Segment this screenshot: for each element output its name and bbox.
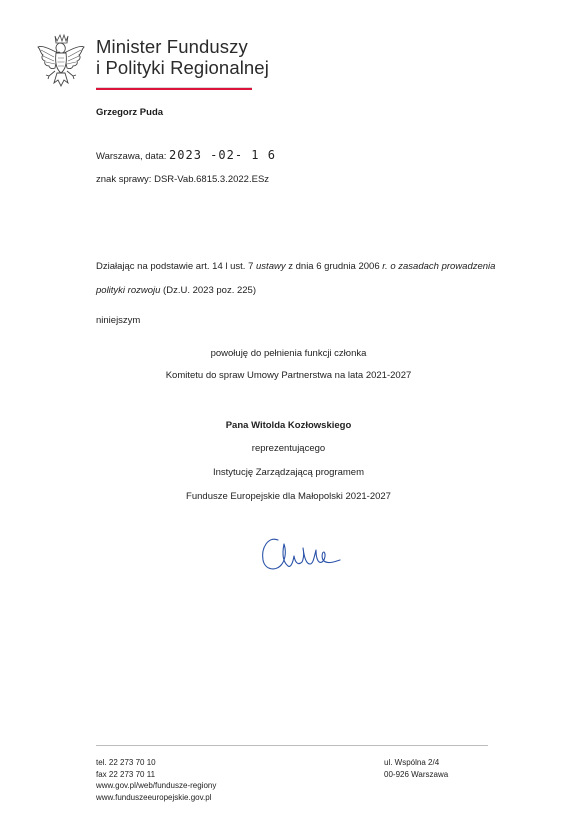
legal-basis-paragraph: [96, 255, 496, 303]
appointee-name: Pana Witolda Kozłowskiego: [225, 420, 352, 431]
footer-contact: [96, 757, 216, 803]
date-value: 2023 -02- 1 6: [169, 148, 276, 162]
footer-city: 00-926 Warszawa: [384, 769, 449, 779]
representing-text: reprezentującego: [251, 443, 326, 454]
case-value: DSR-Vab.6815.3.2022.ESz: [154, 174, 270, 185]
legal-text-1: Działając na podstawie art. 14 l ust. 7: [96, 261, 257, 272]
footer-fax: fax 22 273 70 11: [96, 769, 156, 779]
footer-website-ministry: www.gov.pl/web/fundusze-regiony: [96, 781, 217, 790]
flag-red-stripe: [96, 88, 252, 90]
date-line: [96, 148, 276, 162]
footer-address: [384, 757, 448, 780]
signatory-name: Grzegorz Puda: [96, 107, 164, 118]
organization-name-line1: Minister Funduszy: [96, 36, 248, 57]
footer-website-funds: www.funduszeeuropejskie.gov.pl: [96, 792, 212, 802]
footer-phone: tel. 22 273 70 10: [96, 758, 156, 767]
national-flag-bar: [96, 87, 252, 90]
white-eagle-emblem-icon: [36, 33, 86, 91]
footer-street: ul. Wspólna 2/4: [384, 758, 440, 767]
legal-text-act: ustawy: [256, 261, 286, 272]
footer-divider: [96, 745, 488, 746]
legal-text-2: z dnia 6 grudnia 2006: [285, 261, 383, 272]
date-label: Warszawa, data:: [96, 151, 170, 162]
case-number-line: [96, 174, 269, 185]
legal-text-act-title: r. o zasadach prowadzenia polityki rozwoju: [96, 261, 496, 296]
appointment-line-2: Komitetu do spraw Umowy Partnerstwa na lata 2021-2027: [165, 370, 412, 381]
niniejszym-text: niniejszym: [96, 315, 141, 326]
appointment-line-1: powołuję do pełnienia funkcji członka: [210, 348, 367, 359]
organization-name: [96, 36, 269, 78]
institution-line-2: Fundusze Europejskie dla Małopolski 2021-2027: [186, 491, 391, 502]
case-label: znak sprawy:: [96, 174, 155, 185]
handwritten-signature: [258, 528, 348, 578]
institution-line-1: Instytucję Zarządzającą programem: [212, 467, 364, 478]
legal-text-3: (Dz.U. 2023 poz. 225): [160, 285, 256, 296]
organization-name-line2: i Polityki Regionalnej: [96, 57, 269, 78]
